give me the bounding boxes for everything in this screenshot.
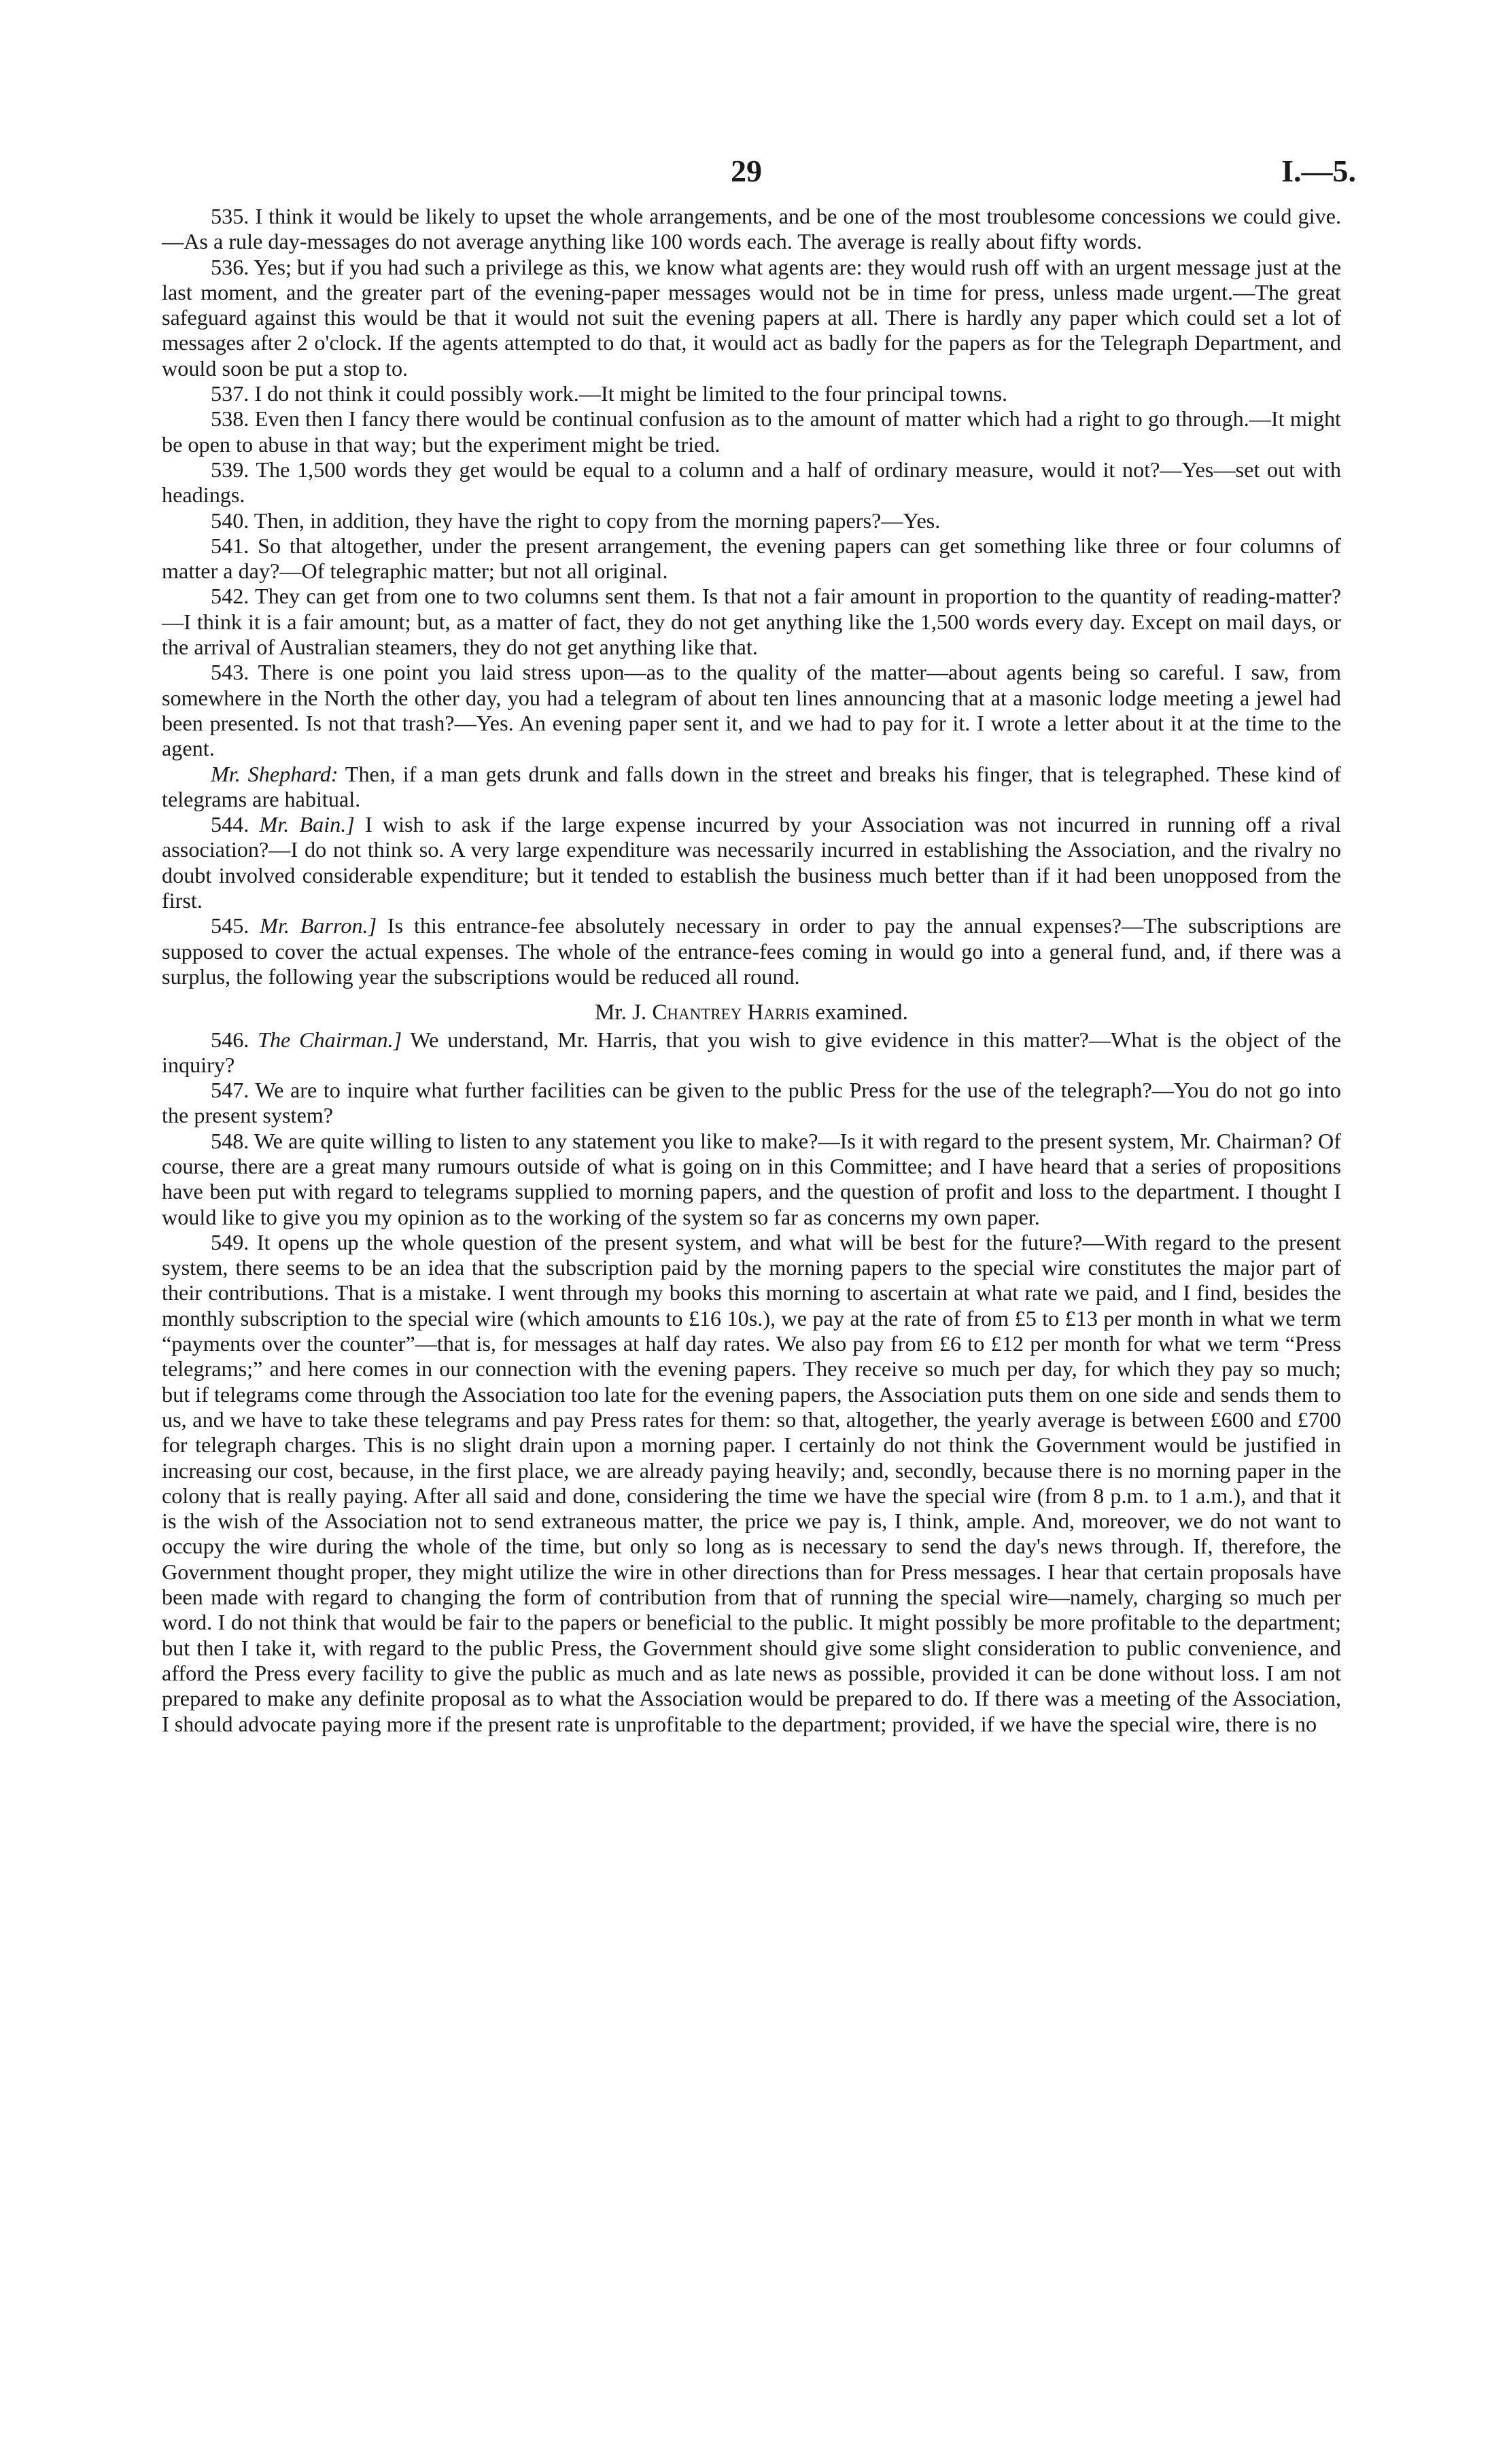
paragraph-538 [162,406,1341,457]
paragraph-number: 535. [211,204,249,228]
paragraph-number: 541. [211,533,249,558]
paragraph-number: 539. [211,457,249,482]
paper-reference: I.—5. [1281,154,1356,188]
paragraph-text: They can get from one to two columns sent them. Is that not a fair amount in proportion to the quantity of reading-matter?—I think it is a fair amount; but, as a matter of fact, they do not get anything like the 1,500 words every day. Except on mail days, or the arrival of Australian steamers, they do not get anything like that. [162,584,1341,660]
speaker-label: Mr. Barron.] [260,913,377,938]
paragraph-542 [162,584,1341,660]
paragraph-536 [162,255,1341,381]
paragraph-number: 546. [211,1027,249,1052]
speaker-label: Mr. Shephard: [211,761,339,786]
paragraph-text: It opens up the whole question of the present system, and what will be best for the future?—With regard to the present system, there seems to be an idea that the subscription paid by the morning papers to the special wire constitutes the major part of their contributions. That is a mistake. I went through my books this morning to ascertain at what rate we paid, and I find, besides the monthly subscription to the special wire (which amounts to £16 10s.), we pay at the rate of from £5 to £13 per month in what we term “payments over the counter”—that is, for messages at half day rates. We also pay from £6 to £12 per month for what we term “Press telegrams;” and here comes in our connection with the evening papers. They receive so much per day, for which they pay so much; but if telegrams come through the Association too late for the evening papers, the Association puts them on one side and sends them to us, and we have to take these telegrams and pay Press rates for them: so that, altogether, the yearly average is between £600 and £700 for telegraph charges. This is no slight drain upon a morning paper. I certainly do not think the Government would be justified in increasing our cost, because, in the first place, we are already paying heavily; and, secondly, because there is no morning paper in the colony that is really paying. After all said and done, considering the time we have the special wire (from 8 p.m. to 1 a.m.), and that it is the wish of the Association not to send extraneous matter, the price we pay is, I think, ample. And, moreover, we do not want to occupy the wire during the whole of the time, but only so long as is necessary to send the day's news through. If, therefore, the Government thought proper, they might utilize the wire in other directions than for Press messages. I hear that certain proposals have been made with regard to changing the form of contribution from that of running the special wire—namely, charging so much per word. I do not think that would be fair to the papers or beneficial to the public. It might possibly be more profitable to the department; but then I take it, with regard to the public Press, the Government should give some slight consideration to public convenience, and afford the Press every facility to give the public as much and as late news as possible, provided it can be done without loss. I am not prepared to make any definite proposal as to what the Association would be prepared to do. If there was a meeting of the Association, I should advocate paying more if the present rate is unprofitable to the department; provided, if we have the special wire, there is no [162,1229,1342,1736]
speaker-label: Mr. Bain.] [259,812,355,837]
paragraph-545 [162,913,1341,989]
paragraph-547 [162,1078,1341,1129]
paragraph-text: There is one point you laid stress upon—as to the quality of the matter—about agents being so careful. I saw, from somewhere in the North the other day, you had a telegram of about ten lines announcing that at a masonic lodge meeting a jewel had been presented. Is not that trash?—Yes. An evening paper sent it, and we had to pay for it. I wrote a letter about it at the time to the agent. [162,660,1342,761]
paragraph-text: We understand, Mr. Harris, that you wish to give evidence in this matter?—What is the object of the inquiry? [162,1027,1341,1077]
paragraph-number: 542. [211,584,249,609]
page-header [0,153,1509,200]
witness-name: Chantrey Harris [652,1000,810,1025]
paragraph-543 [162,660,1341,761]
paragraph-number: 538. [211,406,249,432]
paragraph-544 [162,812,1341,913]
speaker-label: The Chairman.] [258,1027,402,1052]
paragraph-text: Then, in addition, they have the right to copy from the morning papers?—Yes. [254,508,941,533]
paragraph-number: 540. [211,508,249,533]
paragraph-number: 547. [211,1078,249,1103]
paragraph-number: 536. [211,254,249,279]
paragraph-text: We are to inquire what further facilities can be given to the public Press for the use of the telegraph?—You do not go into the present system? [162,1078,1341,1128]
paragraph-number: 548. [211,1128,249,1153]
paragraph-text: We are quite willing to listen to any statement you like to make?—Is it with regard to the present system, Mr. Chairman? Of course, there are a great many rumours outside of what is going on in this Committee; and I have heard that a series of propositions have been put with regard to telegrams supplied to morning papers, and the question of profit and loss to the department. I thought I would like to give you my opinion as to the working of the system so far as concerns my own paper. [162,1128,1341,1229]
paragraph-text: I do not think it could possibly work.—It might be limited to the four principal towns. [254,381,1008,406]
paragraph-text: I wish to ask if the large expense incurred by your Association was not incurred in running off a rival association?—I do not think so. A very large expenditure was necessarily incurred in establishing the Association, and the rivalry no doubt involved considerable expenditure; but it tended to establish the business much better than if it had been unopposed from the first. [162,812,1342,913]
paragraph-number: 537. [211,381,249,406]
paragraph-539 [162,457,1341,508]
paragraph-shephard [162,762,1341,813]
paragraph-text: Then, if a man gets drunk and falls down in the street and breaks his finger, that is telegraphed. These kind of telegrams are habitual. [162,761,1341,811]
paragraph-546 [162,1027,1341,1078]
paragraph-537 [162,381,1341,406]
paragraph-number: 543. [211,660,249,685]
paragraph-text: Even then I fancy there would be continual confusion as to the amount of matter which had a right to go through.—It might be open to abuse in that way; but the experiment might be tried. [162,406,1342,457]
paragraph-text: Yes; but if you had such a privilege as this, we know what agents are: they would rush off with an urgent message just at the last moment, and the greater part of the evening-paper messages would not be in time for press, unless made urgent.—The great safeguard against this would be that it would not suit the evening papers at all. There is hardly any paper which could set a lot of messages after 2 o'clock. If the agents attempted to do that, it would act as badly for the papers as for the Telegraph Department, and would soon be put a stop to. [162,254,1341,381]
body-text [162,204,1341,1737]
page-number: 29 [731,154,762,188]
paragraph-number: 544. [211,812,249,837]
heading-prefix: Mr. J. [595,1000,647,1025]
witness-heading [162,1000,1341,1025]
paragraph-548 [162,1129,1341,1230]
paragraph-549 [162,1230,1341,1737]
paragraph-number: 549. [211,1229,249,1254]
paragraph-text: I think it would be likely to upset the whole arrangements, and be one of the most troublesome concessions we could give.—As a rule day-messages do not average anything like 100 words each. The average is really about fifty words. [162,204,1341,254]
paragraph-535 [162,204,1341,255]
paragraph-text: Is this entrance-fee absolutely necessary in order to pay the annual expenses?—The subscriptions are supposed to cover the actual expenses. The whole of the entrance-fees coming in would go into a general fund, and, if there was a surplus, the following year the subscriptions would be reduced all round. [162,913,1342,989]
paragraph-540 [162,508,1341,533]
paragraph-text: So that altogether, under the present arrangement, the evening papers can get something like three or four columns of matter a day?—Of telegraphic matter; but not all original. [162,533,1342,584]
paragraph-text: The 1,500 words they get would be equal to a column and a half of ordinary measure, would it not?—Yes—set out with headings. [162,457,1342,508]
heading-suffix: examined. [815,1000,908,1025]
paragraph-number: 545. [211,913,249,938]
paragraph-541 [162,533,1341,584]
